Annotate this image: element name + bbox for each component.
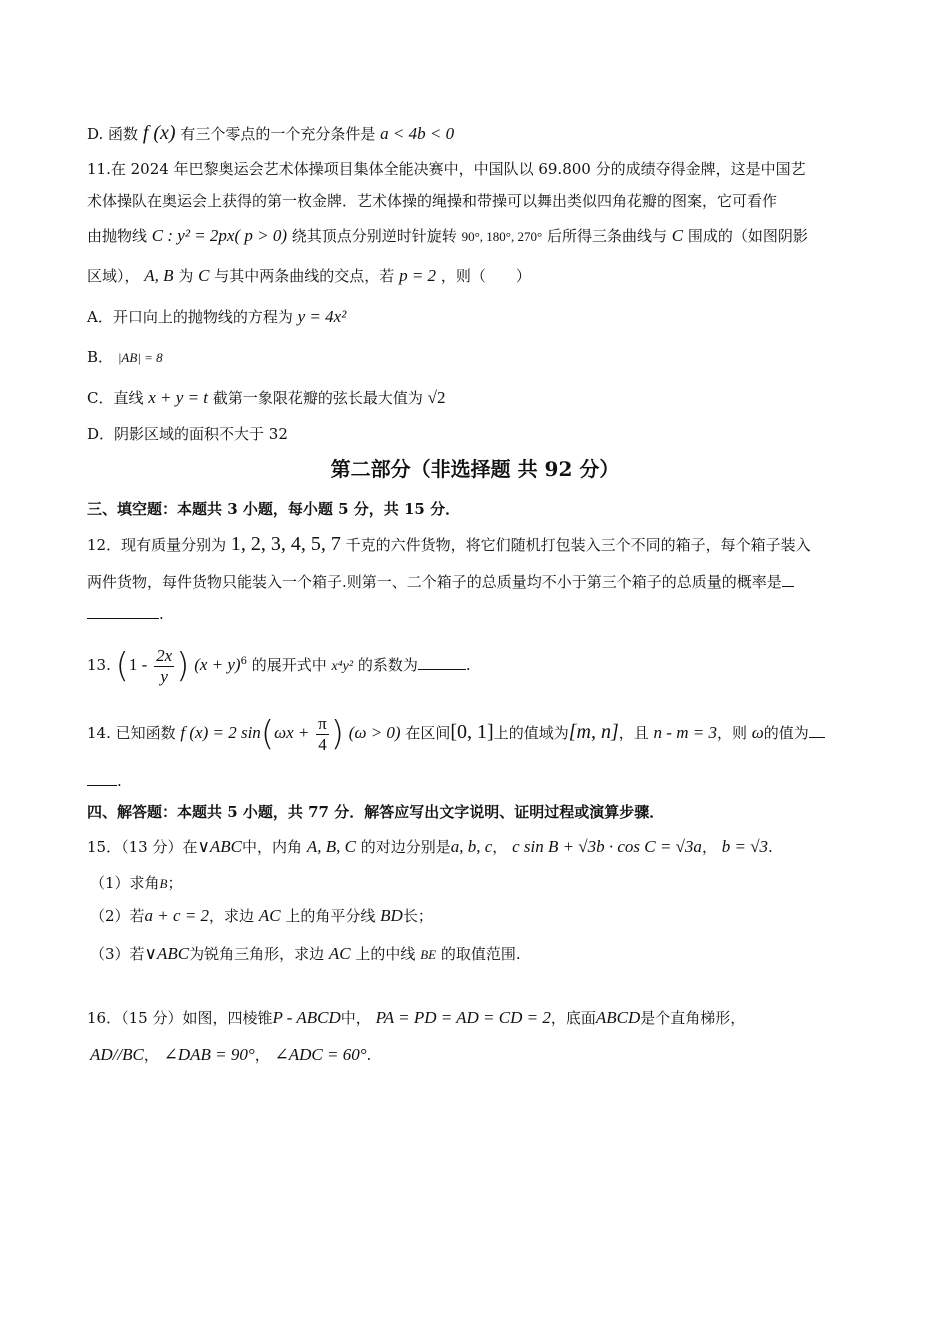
q11-option-c-eq: x + y = t: [148, 388, 209, 407]
q13-term: x⁴y²: [331, 659, 354, 674]
q12-end: .: [159, 605, 164, 623]
q14-inner: ωx +: [274, 723, 310, 742]
q14-fraction: [316, 714, 329, 755]
part2-title: 第二部分（非选择题 共 92 分）: [330, 457, 620, 481]
q11-option-c-val: √2: [427, 388, 446, 407]
q16-line1: [87, 1007, 867, 1029]
q16-angle-dab: ∠DAB = 90°: [163, 1045, 255, 1064]
q13-label: 13.: [87, 656, 111, 674]
q15-p1-text: （1）求角: [90, 874, 160, 892]
q12-text: 千克的六件货物，将它们随机打包装入三个不同的箱子，每个箱子装入: [345, 536, 811, 554]
q11-text: 区域），: [87, 267, 140, 285]
q15-p3-ac: AC: [328, 944, 351, 963]
q13-one-minus: 1 -: [128, 655, 148, 674]
q13-text: 的展开式中: [251, 656, 327, 674]
q14-frac-num: π: [318, 713, 327, 733]
q16-line2: [90, 1044, 870, 1066]
q15-p3-text: 上的中线: [355, 945, 416, 963]
q14-line2: [87, 770, 867, 792]
q13-frac-den: y: [160, 666, 168, 686]
q11-text: 由抛物线: [87, 227, 148, 245]
paren-left-icon: (: [260, 714, 275, 754]
q11-text: ，则（ ）: [440, 267, 531, 285]
q14-text: 在区间: [405, 724, 451, 742]
answer-blank[interactable]: [782, 572, 794, 587]
q14-text: ，且: [618, 724, 649, 742]
q15-p3-end: 的取值范围.: [440, 945, 521, 963]
q10-option-d: [87, 122, 867, 145]
q12-line1: [87, 533, 867, 556]
q15-end: .: [768, 838, 773, 856]
paren-left-icon: (: [115, 646, 129, 686]
q14-fx: f (x) = 2 sin: [180, 723, 261, 742]
q14-range: [m, n]: [568, 721, 619, 743]
q16-parallel: AD//BC: [90, 1045, 144, 1064]
q14-frac-den: 4: [318, 734, 327, 754]
q14-text: 的值为: [763, 724, 809, 742]
q15-p3-triangle: ∨ABC: [144, 944, 190, 963]
q15-p2-bd: BD: [380, 906, 403, 925]
q14-end: .: [117, 772, 122, 790]
q13-fraction: [154, 646, 174, 687]
q15-text: 中，内角: [242, 838, 303, 856]
q11-option-a: [87, 306, 867, 328]
q11-var-c: C: [671, 226, 684, 245]
q10-d-prefix: D. 函数: [87, 125, 139, 143]
q13-line: [87, 636, 867, 688]
q11-p-value: p = 2: [399, 266, 437, 285]
q16-end: .: [366, 1046, 372, 1064]
q11-option-a-eq: y = 4x²: [297, 307, 347, 326]
q13-exp: 6: [240, 656, 247, 667]
q15-text: ，: [492, 838, 508, 856]
q13-frac-num: 2x: [156, 645, 173, 665]
q11-option-b: [87, 346, 867, 369]
q16-sep: ，: [254, 1046, 270, 1064]
q15-angles: A, B, C: [306, 837, 356, 856]
q15-triangle: ∨ABC: [197, 837, 243, 856]
q15-eq: c sin B + √3b · cos C = √3a: [512, 837, 702, 856]
q14-eq: n - m = 3: [653, 723, 717, 742]
q14-line: [87, 706, 867, 758]
q14-omega: ω: [751, 723, 764, 742]
q15-text: 的对边分别是: [360, 838, 451, 856]
q11-option-b-text: B．: [87, 348, 114, 366]
q15-p2-text: ，求边: [209, 907, 255, 925]
q11-option-c-text: C．直线: [87, 389, 144, 407]
q16-text: 是个直角梯形，: [640, 1009, 746, 1027]
q11-line3: [87, 225, 867, 248]
q13-text2: 的系数为: [357, 656, 418, 674]
q12-line2: [87, 571, 867, 593]
q15-p3-text: 为锐角三角形，求边: [189, 945, 325, 963]
q15-text: ，: [701, 838, 717, 856]
q11-text: 围成的（如图阴影: [687, 227, 808, 245]
q15-part1: [90, 872, 870, 895]
q15-p3-text: （3）若: [90, 945, 145, 963]
answer-blank[interactable]: [809, 723, 825, 738]
q12-masses: 1, 2, 3, 4, 5, 7: [230, 533, 341, 555]
q15-p2-ac: AC: [258, 906, 281, 925]
q15-part3: [90, 943, 870, 966]
q16-angle-adc: ∠ADC = 60°: [274, 1045, 367, 1064]
q14-text: ，则: [716, 724, 747, 742]
q11-parabola-eq: C : y² = 2px( p > 0): [151, 226, 287, 245]
q10-d-cond: a < 4b < 0: [380, 124, 455, 143]
answer-blank[interactable]: [87, 604, 159, 619]
q11-text: 绕其顶点分别逆时针旋转: [291, 227, 457, 245]
q13-end: .: [465, 656, 471, 674]
paren-right-icon: ): [330, 714, 344, 754]
q16-eq: PA = PD = AD = CD = 2: [375, 1008, 551, 1027]
q15-label: 15．（13 分）在: [87, 838, 198, 856]
q11-var-c: C: [198, 266, 210, 285]
q15-p2-eq: a + c = 2: [144, 906, 210, 925]
q15-p1-end: ；: [167, 874, 183, 892]
q14-cond: (ω > 0): [348, 723, 401, 742]
q12-line3: [87, 603, 867, 625]
q11-option-d: D．阴影区域的面积不大于 32: [87, 425, 288, 443]
q14-text: 上的值域为: [493, 724, 569, 742]
q12-text: 两件货物，每件货物只能装入一个箱子.则第一、二个箱子的总质量均不小于第三个箱子的总质量的概率是: [87, 573, 782, 591]
q15-p3-be: BE: [420, 947, 437, 962]
q15-b-eq: b = √3: [721, 837, 769, 856]
answer-blank[interactable]: [418, 655, 466, 670]
q15-p2-end: 长；: [402, 907, 433, 925]
q11-line2: 术体操队在奥运会上获得的第一枚金牌．艺术体操的绳操和带操可以舞出类似四角花瓣的图案，它可看作: [87, 192, 778, 210]
q16-pyramid: P - ABCD: [272, 1008, 341, 1027]
q11-text: 为: [178, 267, 194, 285]
q16-sep: ，: [143, 1046, 159, 1064]
q10-d-mid: 有三个零点的一个充分条件是: [180, 125, 376, 143]
q15-p2-text: （2）若: [90, 907, 145, 925]
q11-option-c: [87, 387, 867, 409]
q15-p1-var: B: [159, 876, 168, 891]
q15-part2: [90, 905, 870, 927]
q11-line1: 11.在 2024 年巴黎奥运会艺术体操项目集体全能决赛中，中国队以 69.800 分的成绩夺得金牌，这是中国艺: [87, 160, 806, 178]
paren-right-icon: ): [176, 646, 190, 686]
q11-option-b-eq: |AB| = 8: [117, 350, 163, 365]
q16-label: 16．（15 分）如图，四棱锥: [87, 1009, 273, 1027]
q11-points-ab: A, B: [144, 266, 174, 285]
answer-blank[interactable]: [87, 771, 117, 786]
q11-text: 与其中两条曲线的交点，若: [214, 267, 395, 285]
q16-text: ，底面: [550, 1009, 596, 1027]
q15-p2-text: 上的角平分线: [285, 907, 376, 925]
q11-line4: [87, 265, 867, 287]
q11-option-a-text: A．开口向上的抛物线的方程为: [87, 308, 293, 326]
q14-interval: [0, 1]: [450, 721, 494, 743]
q11-angles: 90°, 180°, 270°: [461, 229, 543, 244]
q10-d-fx: f (x): [142, 122, 176, 144]
sec4-header: 四、解答题：本题共 5 小题，共 77 分．解答应写出文字说明、证明过程或演算步骤．: [87, 803, 665, 821]
q15-sides: a, b, c: [450, 837, 493, 856]
q16-base: ABCD: [595, 1008, 641, 1027]
q14-label: 14. 已知函数: [87, 724, 176, 742]
q11-text: 后所得三条曲线与: [546, 227, 667, 245]
q16-text: 中，: [340, 1009, 371, 1027]
q13-binom: (x + y): [194, 655, 241, 674]
q11-option-c-text2: 截第一象限花瓣的弦长最大值为: [212, 389, 423, 407]
q12-text: 12．现有质量分别为: [87, 536, 227, 554]
sec3-header: 三、填空题：本题共 3 小题，每小题 5 分，共 15 分．: [87, 500, 461, 518]
q15-line1: [87, 836, 867, 858]
